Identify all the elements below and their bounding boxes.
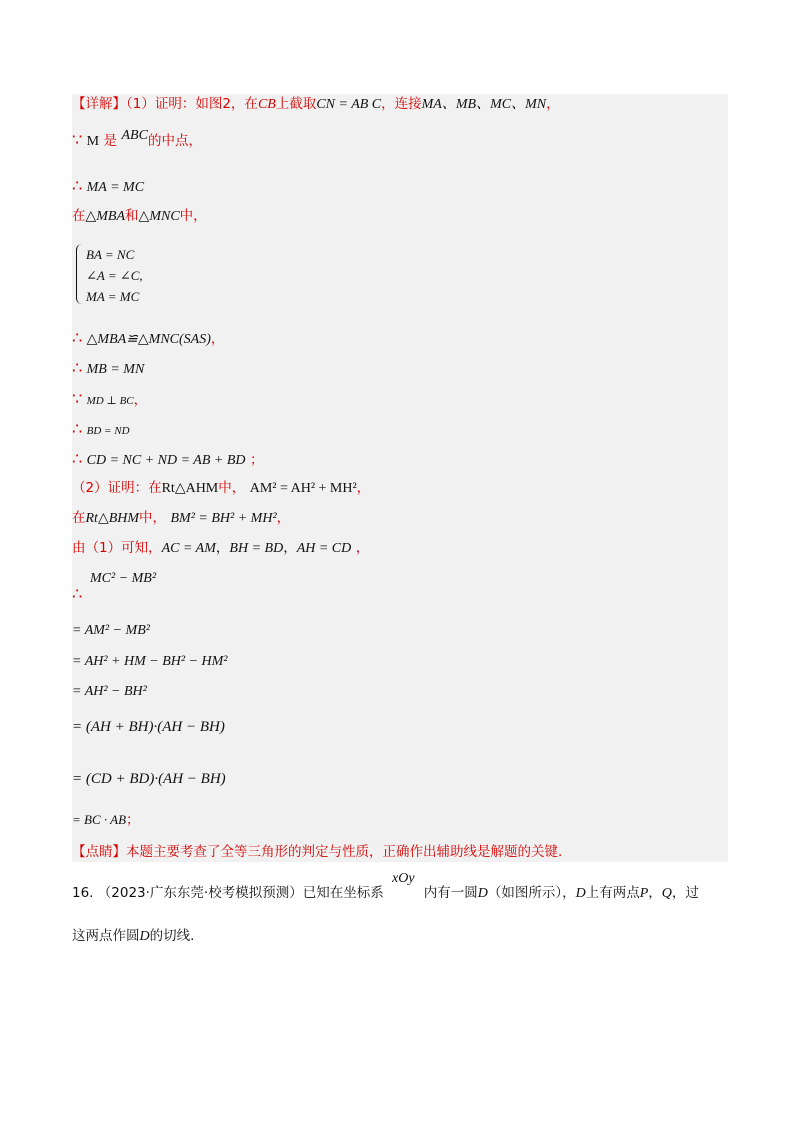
solution-line-9: ∴ CD = NC + ND = AB + BD ； xyxy=(72,449,264,468)
solution-line-4: 在△MBA和△MNC中， xyxy=(72,208,207,224)
solution-line-8: ∴ BD = ND xyxy=(72,419,130,438)
expr-step-3: = AH² − BH² xyxy=(72,684,147,699)
expr-step-6: = BC · AB； xyxy=(72,812,140,828)
solution-line-6: ∴ MB = MN xyxy=(72,358,145,377)
therefore-symbol-2: ∴ xyxy=(72,584,83,603)
coord-system-label: xOy xyxy=(392,871,415,886)
part2-line-2: 在Rt△BHM中， BM² = BH² + MH²， xyxy=(72,510,291,526)
question-16-line-2: 这两点作圆D的切线. xyxy=(72,928,195,944)
expr-step-2: = AH² + HM − BH² − HM² xyxy=(72,654,228,669)
solution-line-1: 【详解】（1）证明：如图2，在CB上截取CN = AB C，连接MA、MB、MC、MN， xyxy=(72,96,560,112)
solution-line-2: ∵ M 是 ABC的中点， xyxy=(72,128,202,149)
system-eq-2: ∠A = ∠C, xyxy=(86,268,143,283)
expr-step-1: = AM² − MB² xyxy=(72,623,150,638)
expr-step-5: = (CD + BD)·(AH − BH) xyxy=(72,771,226,787)
system-eq-3: MA = MC xyxy=(86,289,140,304)
solution-line-5: ∴ △MBA≌△MNC(SAS)， xyxy=(72,328,225,347)
part2-line-1: （2）证明：在Rt△AHM中， AM² = AH² + MH²， xyxy=(72,480,371,496)
expr-step-4: = (AH + BH)·(AH − BH) xyxy=(72,719,225,735)
arc-abc: ABC xyxy=(121,128,148,143)
part2-line-3: 由（1）可知，AC = AM，BH = BD，AH = CD ， xyxy=(72,540,370,556)
comment-tag: 【点睛】 xyxy=(72,844,126,860)
because-symbol: ∵ xyxy=(72,130,83,149)
therefore-symbol: ∴ xyxy=(72,176,83,195)
detail-tag: 【详解】 xyxy=(72,96,126,112)
question-16-line-1: 16. （2023·广东东莞·校考模拟预测）已知在坐标系 内有一圆D（如图所示），D上有两点P，Q，过 xyxy=(72,885,699,901)
question-number: 16. xyxy=(72,885,94,901)
comment-line: 【点睛】本题主要考查了全等三角形的判定与性质，正确作出辅助线是解题的关键. xyxy=(72,844,563,860)
system-brace xyxy=(76,244,83,304)
solution-line-7: ∵ MD ⊥ BC， xyxy=(72,389,148,408)
solution-line-3: ∴ MA = MC xyxy=(72,176,145,195)
part2-expr-head: MC² − MB² xyxy=(90,571,157,586)
system-eq-1: BA = NC xyxy=(86,247,135,262)
